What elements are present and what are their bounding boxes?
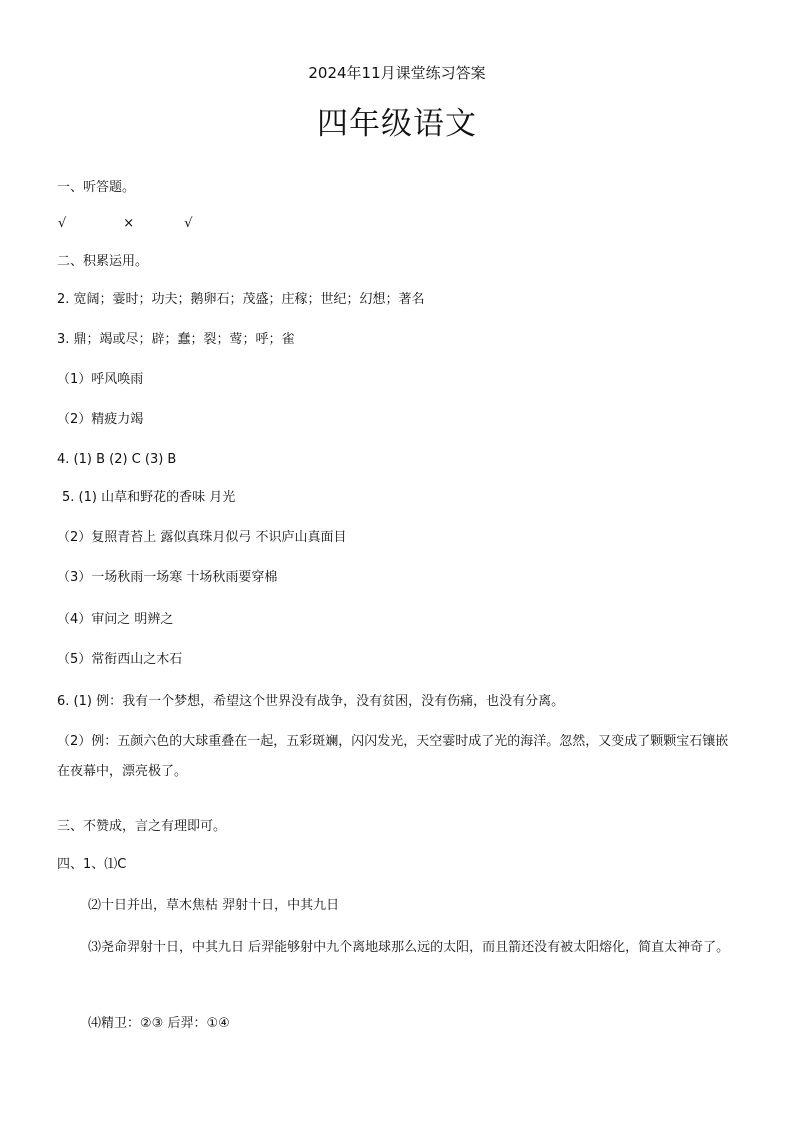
answer-line: （4）审问之 明辨之 [57,612,174,627]
answer-mark: √ [184,216,193,231]
document-title: 四年级语文 [317,106,477,142]
answer-line: （3）一场秋雨一场寒 十场秋雨要穿棉 [57,570,278,585]
answer-line: （5）常衔西山之木石 [57,652,183,667]
section-2-heading: 二、积累运用。 [57,254,149,269]
section-1-answers [58,214,193,234]
answer-mark: × [123,216,135,231]
answer-line: （1）呼风唤雨 [57,372,144,387]
answer-line: 3. 鼎；竭或尽；辟；蠢；裂；莺；呼；雀 [57,332,295,347]
answer-line: ⑷精卫：②③ 后羿：①④ [88,1016,230,1031]
answer-line: （2）精疲力竭 [57,412,144,427]
answer-line: 4. (1) B (2) C (3) B [57,452,177,467]
document-subtitle: 2024年11月课堂练习答案 [308,64,486,82]
answer-mark: √ [58,216,67,231]
answer-line: 5. (1) 山草和野花的香味 月光 [62,490,236,505]
answer-line: 2. 宽阔；霎时；功夫；鹅卵石；茂盛；庄稼；世纪；幻想；著名 [57,292,425,307]
answer-line: 6. (1) 例：我有一个梦想，希望这个世界没有战争，没有贫困，没有伤痛，也没有分离。 [57,694,565,709]
answer-paragraph: ⑶尧命羿射十日，中其九日 后羿能够射中九个离地球那么远的太阳，而且箭还没有被太阳熔化，简直太神奇了。 [88,940,730,955]
section-3-answer: 三、不赞成，言之有理即可。 [57,819,227,834]
section-4-heading: 四、1、⑴C [57,857,127,872]
section-1-heading: 一、听答题。 [57,180,136,195]
answer-paragraph: （2）例：五颜六色的大球重叠在一起，五彩斑斓，闪闪发光，天空霎时成了光的海洋。忽然，又变成了颗颗宝石镶嵌在夜幕中，漂亮极了。 [57,734,729,779]
answer-line: （2）复照青苔上 露似真珠月似弓 不识庐山真面目 [57,530,347,545]
answer-line: ⑵十日并出，草木焦枯 羿射十日，中其九日 [88,898,340,913]
